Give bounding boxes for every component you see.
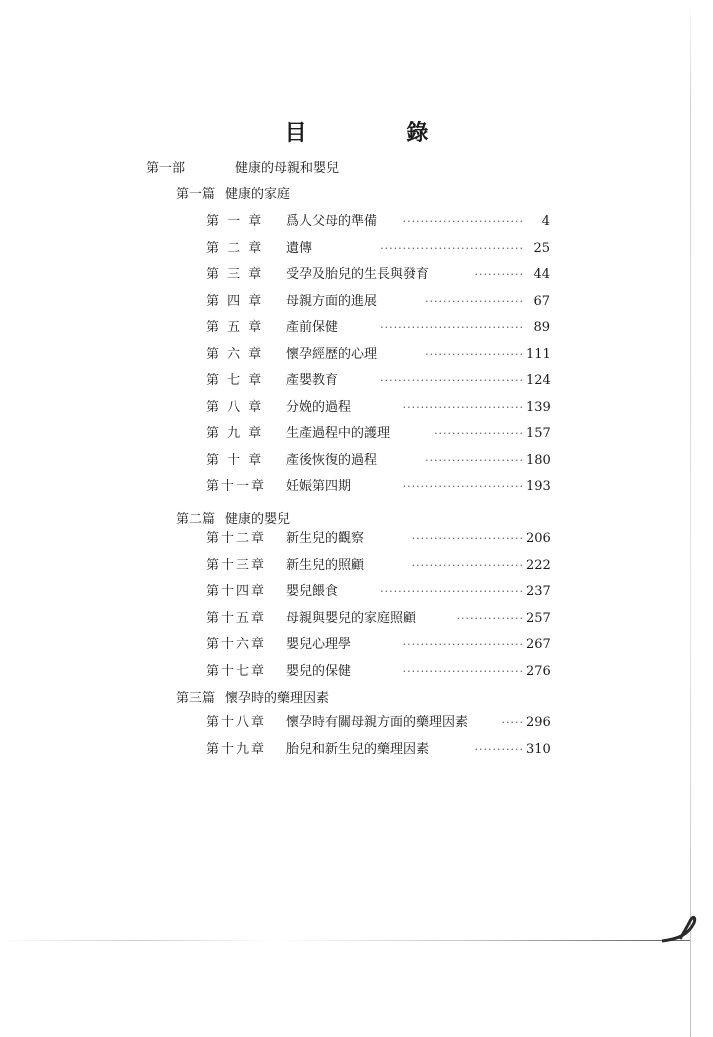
page-number: 276	[526, 663, 551, 679]
toc-entry	[206, 555, 550, 577]
chapter-label: 第十三章	[206, 557, 267, 573]
chapter-label: 第 三 章	[206, 267, 264, 282]
chapter-label: 第 九 章	[206, 426, 264, 441]
chapter-title: 懷孕時有關母親方面的藥理因素	[286, 715, 469, 730]
toc-entry	[206, 238, 550, 260]
chapter-label: 第十七章	[206, 663, 267, 679]
section-title: 懷孕時的藥理因素	[225, 691, 330, 706]
toc-entry	[206, 476, 550, 498]
page-number: 89	[533, 320, 550, 335]
dot-leader: ·························	[411, 532, 524, 545]
dot-leader: ································	[380, 321, 524, 334]
section-label: 第二篇	[176, 512, 216, 527]
page-edge-line	[0, 940, 690, 941]
chapter-label: 第十五章	[206, 610, 267, 626]
chapter-label: 第十一章	[206, 479, 267, 494]
dot-leader: ···························	[402, 638, 524, 651]
dot-leader: ······················	[425, 347, 524, 361]
chapter-title: 分娩的過程	[286, 399, 352, 415]
toc-entry	[206, 370, 550, 392]
toc-entry	[206, 450, 550, 472]
chapter-title: 嬰兒餵食	[286, 584, 339, 599]
dot-leader: ·····	[501, 716, 524, 729]
page-number: 67	[533, 293, 550, 309]
toc-entry	[206, 712, 550, 734]
dot-leader: ····················	[434, 427, 524, 440]
chapter-title: 爲人父母的準備	[286, 214, 378, 229]
part-label: 第一部	[146, 161, 186, 176]
page-number: 257	[526, 610, 551, 626]
dot-leader: ·························	[411, 558, 524, 572]
page-number: 139	[526, 399, 551, 415]
chapter-label: 第十六章	[206, 637, 267, 652]
chapter-title: 嬰兒的保健	[286, 663, 352, 679]
toc-entry	[206, 397, 550, 419]
page-number: 206	[526, 531, 551, 546]
dot-leader: ···············	[456, 611, 524, 625]
section-heading	[176, 688, 329, 710]
chapter-title: 懷孕經歷的心理	[286, 346, 378, 362]
chapter-label: 第 五 章	[206, 320, 264, 335]
chapter-title: 嬰兒心理學	[286, 637, 352, 652]
page-number: 222	[526, 557, 551, 573]
section-label: 第三篇	[176, 691, 216, 706]
chapter-title: 妊娠第四期	[286, 479, 352, 494]
page-number: 124	[526, 373, 551, 388]
dot-leader: ································	[380, 374, 524, 387]
page-title: 目 錄	[284, 120, 475, 146]
page-number: 111	[526, 346, 551, 362]
toc-entry	[206, 344, 550, 366]
page-number: 296	[526, 715, 551, 730]
dot-leader: ···························	[402, 400, 524, 414]
section-label: 第一篇	[176, 187, 216, 202]
page-number: 4	[541, 214, 550, 229]
chapter-label: 第十八章	[206, 715, 267, 730]
chapter-title: 胎兒和新生兒的藥理因素	[286, 741, 430, 757]
page-number: 44	[533, 267, 550, 282]
dot-leader: ······················	[425, 453, 524, 467]
page-number: 310	[526, 741, 551, 757]
part-title: 健康的母親和嬰兒	[235, 161, 340, 176]
chapter-title: 遺傳	[286, 240, 313, 256]
chapter-title: 母親與嬰兒的家庭照顧	[286, 610, 417, 626]
chapter-label: 第 四 章	[206, 293, 264, 309]
toc-entry	[206, 317, 550, 339]
dot-leader: ···························	[402, 664, 524, 678]
page-number: 267	[526, 637, 551, 652]
dot-leader: ···········	[474, 742, 524, 756]
chapter-title: 母親方面的進展	[286, 293, 378, 309]
dot-leader: ································	[380, 585, 524, 598]
chapter-label: 第十二章	[206, 531, 267, 546]
toc-entry	[206, 528, 550, 550]
page-number: 157	[526, 426, 551, 441]
dot-leader: ···········	[474, 268, 524, 281]
page-curl-icon	[660, 905, 700, 945]
page-number: 193	[526, 479, 551, 494]
dot-leader: ···························	[402, 480, 524, 493]
chapter-label: 第十九章	[206, 741, 267, 757]
toc-entry	[206, 423, 550, 445]
chapter-label: 第 七 章	[206, 373, 264, 388]
toc-entry	[206, 264, 550, 286]
chapter-title: 受孕及胎兒的生長與發育	[286, 267, 430, 282]
chapter-title: 新生兒的觀察	[286, 531, 365, 546]
toc-entry	[206, 291, 550, 313]
chapter-title: 產嬰教育	[286, 373, 339, 388]
chapter-label: 第 十 章	[206, 452, 264, 468]
page-number: 237	[526, 584, 551, 599]
chapter-label: 第 一 章	[206, 214, 264, 229]
page-number: 180	[526, 452, 551, 468]
chapter-title: 生產過程中的護理	[286, 426, 391, 441]
chapter-title: 新生兒的照顧	[286, 557, 365, 573]
chapter-label: 第 六 章	[206, 346, 264, 362]
toc-entry	[206, 581, 550, 603]
toc-entry	[206, 661, 550, 683]
toc-entry	[206, 634, 550, 656]
chapter-label: 第十四章	[206, 584, 267, 599]
chapter-label: 第 八 章	[206, 399, 264, 415]
binding-edge	[690, 0, 691, 1037]
toc-entry	[206, 211, 550, 233]
section-title: 健康的家庭	[225, 187, 291, 202]
chapter-title: 產前保健	[286, 320, 339, 335]
page-number: 25	[533, 240, 550, 256]
dot-leader: ······················	[425, 294, 524, 308]
section-title: 健康的嬰兒	[225, 512, 291, 527]
chapter-title: 產後恢復的過程	[286, 452, 378, 468]
dot-leader: ···························	[402, 215, 524, 228]
section-heading	[176, 184, 290, 206]
chapter-label: 第 二 章	[206, 240, 264, 256]
dot-leader: ································	[380, 241, 524, 255]
toc-entry	[206, 739, 550, 761]
toc-entry	[206, 608, 550, 630]
